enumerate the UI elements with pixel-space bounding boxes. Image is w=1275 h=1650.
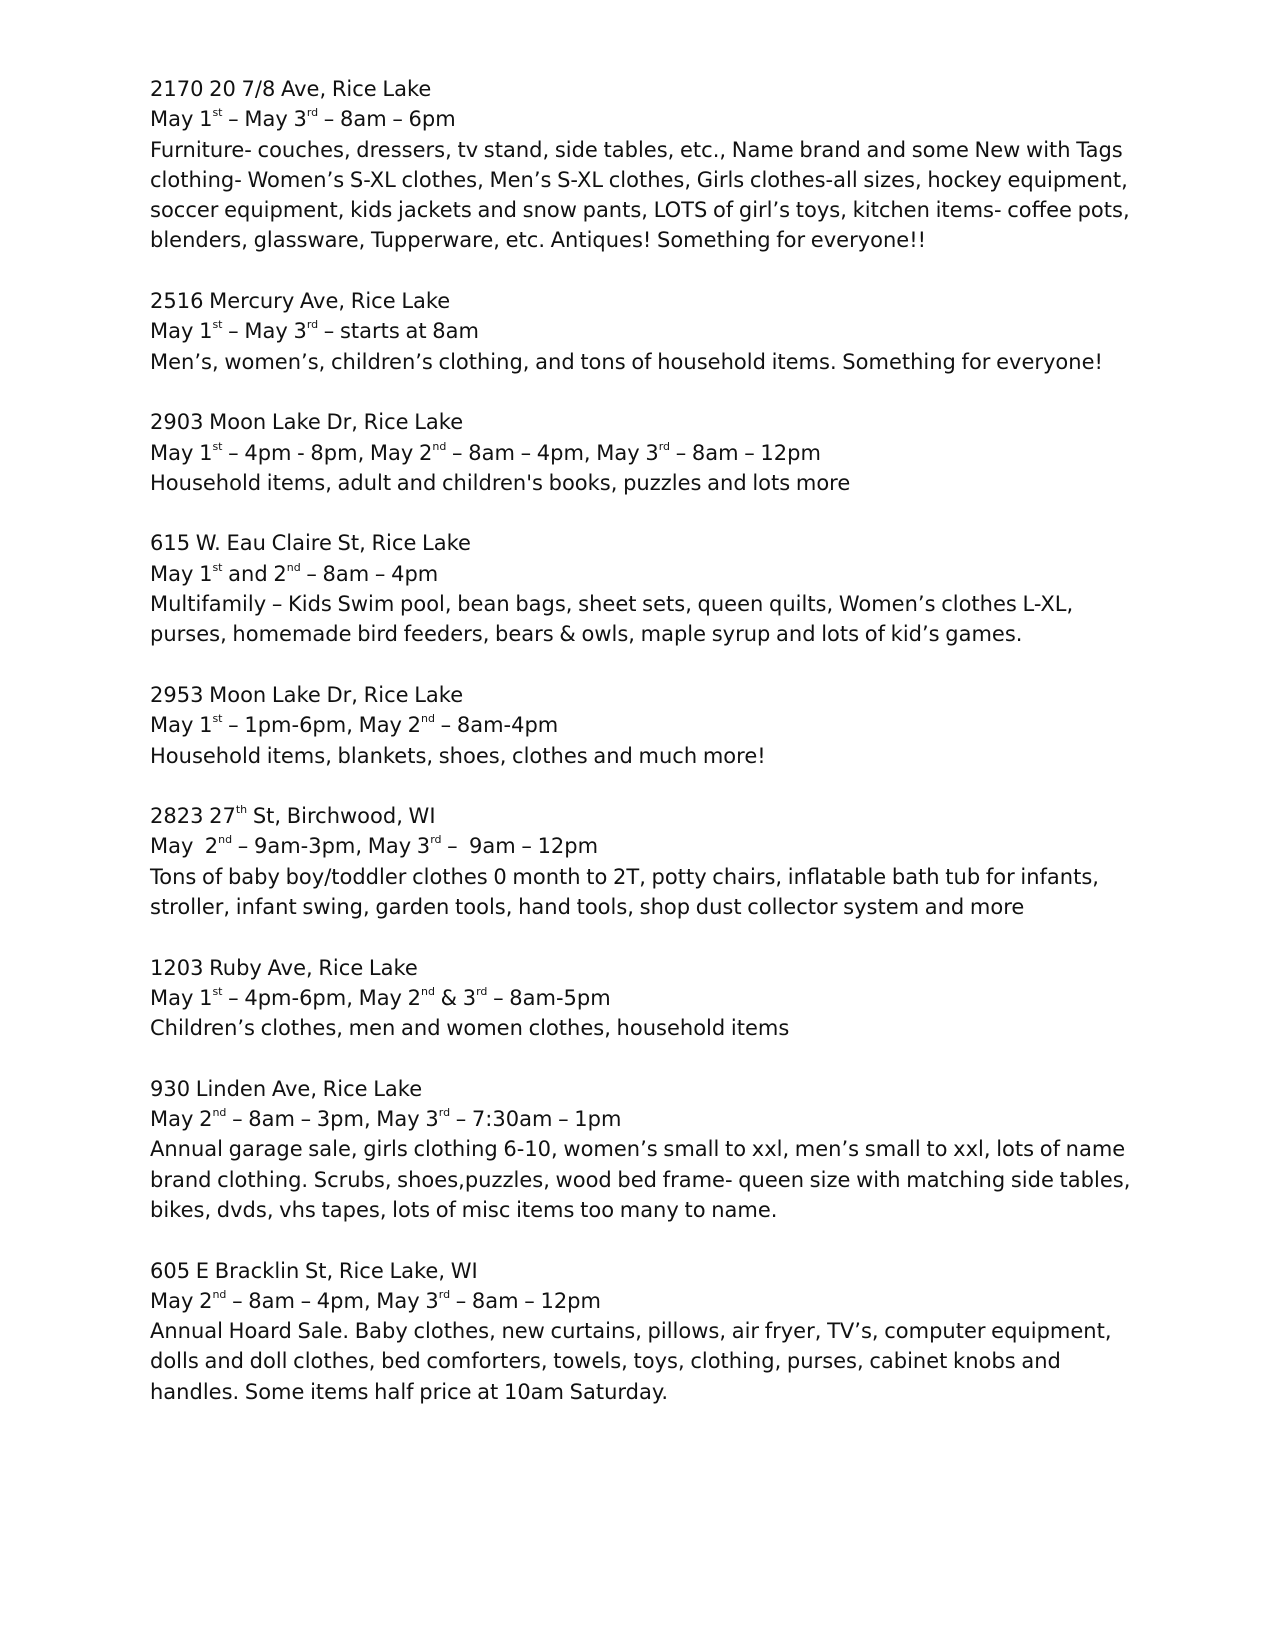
listing-2170-20-7-8-ave xyxy=(150,74,1140,256)
listing-description: Tons of baby boy/toddler clothes 0 month to 2T, potty chairs, inflatable bath tub for infants, stroller, infant swing, garden tools, hand tools, shop dust collector system and more xyxy=(150,864,1105,920)
listing-dates: May 1st and 2nd – 8am – 4pm xyxy=(150,560,439,586)
listing-dates: May 1st – 1pm-6pm, May 2nd – 8am-4pm xyxy=(150,712,559,738)
listing-605-e-bracklin-st xyxy=(150,1256,1140,1407)
listing-address: 2903 Moon Lake Dr, Rice Lake xyxy=(150,410,464,435)
listing-dates: May 1st – 4pm - 8pm, May 2nd – 8am – 4pm, May 3rd – 8am – 12pm xyxy=(150,439,821,465)
listing-address: 2516 Mercury Ave, Rice Lake xyxy=(150,289,451,314)
listing-description: Furniture- couches, dressers, tv stand, side tables, etc., Name brand and some New with Tags clothing- Women’s S-XL clothes, Men’s S-XL clothes, Girls clothes-all sizes, hockey equipment, soccer equipment, kids jackets and snow pants, LOTS of girl’s toys, kitchen items- coffee pots, blenders, glassware, Tupperware, etc. Antiques! Something for everyone!! xyxy=(150,137,1136,253)
listing-description: Annual Hoard Sale. Baby clothes, new curtains, pillows, air fryer, TV’s, computer equipment, dolls and doll clothes, bed comforters, towels, toys, clothing, purses, cabinet knobs and handles. Some items half price at 10am Saturday. xyxy=(150,1319,1118,1404)
listing-dates: May 1st – 4pm-6pm, May 2nd & 3rd – 8am-5pm xyxy=(150,984,611,1010)
listing-description: Household items, blankets, shoes, clothes and much more! xyxy=(150,743,766,768)
listing-dates: May 1st – May 3rd – 8am – 6pm xyxy=(150,106,456,132)
listing-description: Children’s clothes, men and women clothes, household items xyxy=(150,1016,790,1041)
listing-2953-moon-lake-dr xyxy=(150,680,1140,771)
listing-dates: May 2nd – 8am – 3pm, May 3rd – 7:30am – 1pm xyxy=(150,1106,622,1132)
listing-description: Household items, adult and children's books, puzzles and lots more xyxy=(150,470,851,495)
listing-930-linden-ave xyxy=(150,1074,1140,1225)
listing-1203-ruby-ave xyxy=(150,953,1140,1044)
listing-dates: May 2nd – 8am – 4pm, May 3rd – 8am – 12pm xyxy=(150,1287,601,1313)
listing-dates: May 2nd – 9am-3pm, May 3rd – 9am – 12pm xyxy=(150,833,599,859)
listing-address: 615 W. Eau Claire St, Rice Lake xyxy=(150,531,471,556)
listing-description: Men’s, women’s, children’s clothing, and tons of household items. Something for everyone! xyxy=(150,349,1103,374)
listing-dates: May 1st – May 3rd – starts at 8am xyxy=(150,318,479,344)
listing-615-w-eau-claire-st xyxy=(150,528,1140,649)
listing-2516-mercury-ave xyxy=(150,286,1140,377)
listing-address: 1203 Ruby Ave, Rice Lake xyxy=(150,955,418,980)
listing-address: 2823 27th St, Birchwood, WI xyxy=(150,803,436,829)
listing-address: 930 Linden Ave, Rice Lake xyxy=(150,1076,423,1101)
listing-address: 605 E Bracklin St, Rice Lake, WI xyxy=(150,1258,478,1283)
listing-2903-moon-lake-dr xyxy=(150,407,1140,498)
listing-description: Annual garage sale, girls clothing 6-10, women’s small to xxl, men’s small to xxl, lots of name brand clothing. Scrubs, shoes,puzzles, wood bed frame- queen size with matching side tables, bikes, dvds, vhs tapes, lots of misc items too many to name. xyxy=(150,1137,1137,1222)
listing-address: 2170 20 7/8 Ave, Rice Lake xyxy=(150,77,432,101)
garage-sale-listings xyxy=(150,74,1140,1437)
listing-address: 2953 Moon Lake Dr, Rice Lake xyxy=(150,682,464,707)
listing-description: Multifamily – Kids Swim pool, bean bags, sheet sets, queen quilts, Women’s clothes L-XL, purses, homemade bird feeders, bears & owls, maple syrup and lots of kid’s games. xyxy=(150,592,1079,647)
listing-2823-27th-st xyxy=(150,801,1140,922)
